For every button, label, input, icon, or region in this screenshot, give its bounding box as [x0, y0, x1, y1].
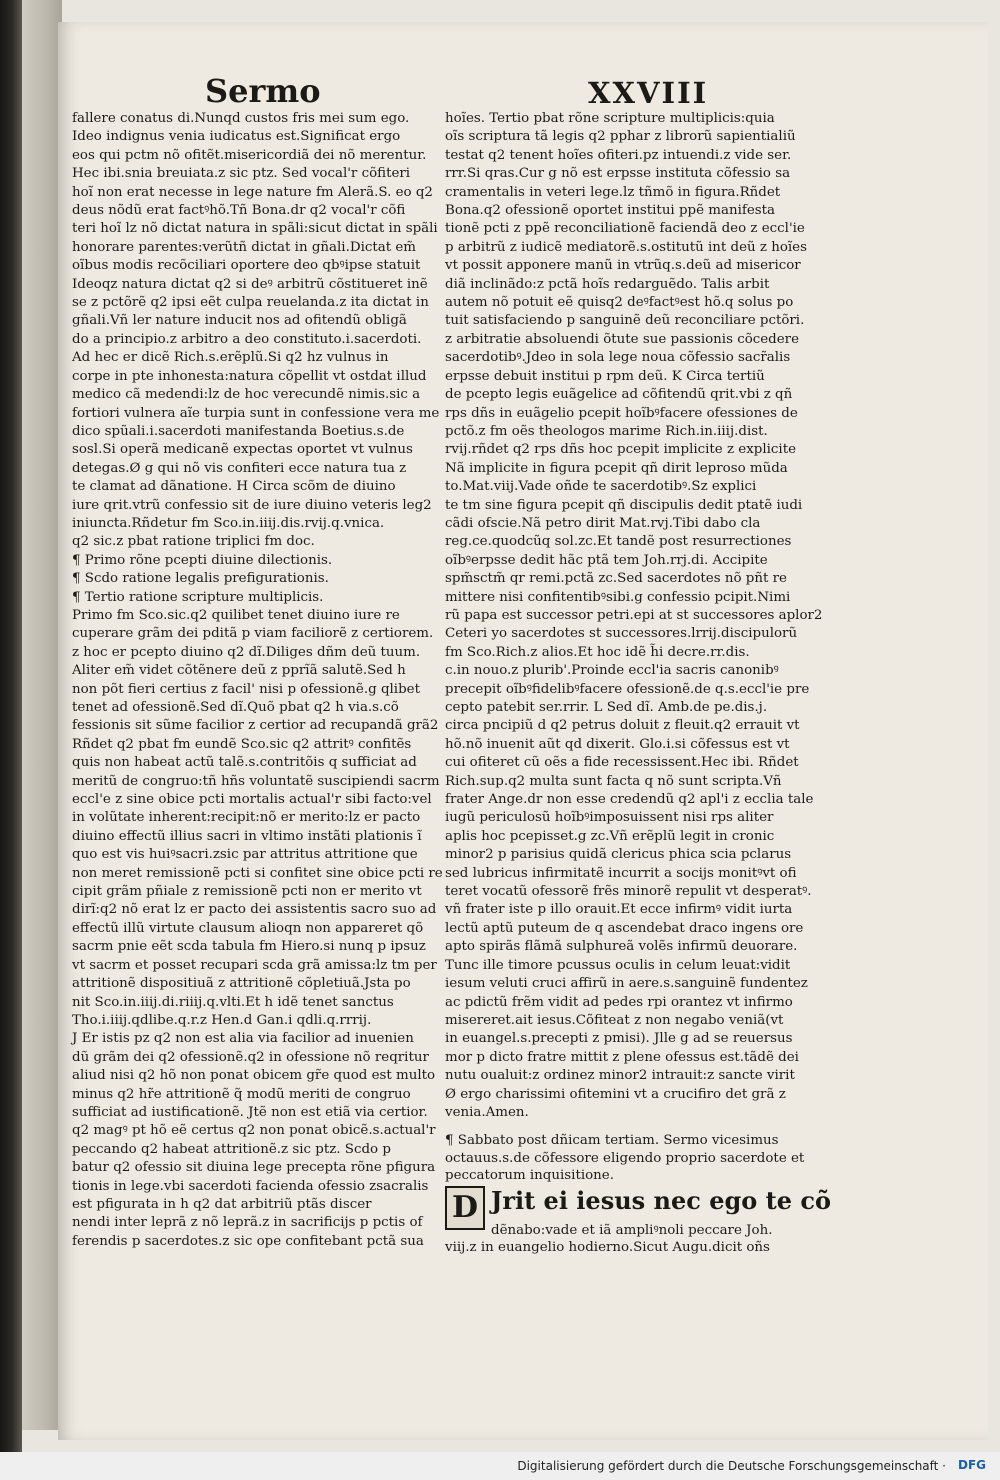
folio-number: XXVIII [588, 76, 709, 110]
book-page-edges [22, 0, 62, 1430]
text-line: fallere conatus di.Nunqd custos fris mei sum ego. [72, 111, 410, 126]
text-line: fortiori vulnera aĩe turpia sunt in confessione vera me [72, 405, 440, 421]
text-line: rrr.Si qras.Cur g nõ est erpsse instituta cõfessio sa [445, 166, 791, 182]
text-line: cipit grãm pñiale z remissionẽ pcti non er merito vt [72, 884, 422, 900]
text-line: aliud nisi q2 hõ non ponat obicem gr̃e quod est multo [72, 1068, 436, 1084]
text-line: peccatorum inquisitione. [445, 1168, 614, 1184]
sermon-opening [445, 1186, 831, 1276]
text-line: rps dñs in euãgelio pcepit hoĩbꝰfacere ofessiones de [445, 405, 798, 421]
text-line: ¶ Scdo ratione legalis prefigurationis. [72, 571, 329, 587]
text-line: meritũ de congruo:tñ hñs voluntatẽ suscipiendi sacrm [72, 773, 440, 789]
text-line: cepto patebit ser.rrir. L Sed dĩ. Amb.de pe.dis.j. [445, 700, 768, 715]
text-line: nit Sco.in.iiij.di.riiij.q.vlti.Et h idẽ tenet sanctus [72, 994, 394, 1010]
text-line: fm Sco.Rich.z alios.Et hoc idẽ h̃i decre.rr.dis. [445, 644, 750, 660]
text-line: dũ grãm dei q2 ofessionẽ.q2 in ofessione nõ reqritur [72, 1049, 429, 1065]
text-line: Primo fm Sco.sic.q2 quilibet tenet diuino iure re [72, 607, 400, 623]
text-line: J Er istis pz q2 non est alia via facilior ad inuenien [72, 1031, 414, 1047]
text-line: peccando q2 habeat attritionẽ.z sic ptz. Scdo p [72, 1141, 391, 1157]
text-line: aplis hoc pcepisset.g zc.Vñ erẽplũ legit in cronic [445, 828, 775, 844]
footer-bar [0, 1452, 1000, 1480]
text-line: sed lubricus infirmitatẽ incurrit a socijs monitꝰvt ofi [445, 865, 797, 881]
text-line: effectũ illũ virtute clausum alioqn non appareret qõ [72, 920, 424, 936]
sermon-rubric [445, 1132, 817, 1185]
text-line: quis non habeat actũ talẽ.s.contritõis q sufficiat ad [72, 755, 417, 771]
text-line: minor2 p parisius quidã clericus phica scia pclarus [445, 847, 792, 863]
text-line: gñali.Vñ ler nature inducit nos ad ofitendũ obligã [72, 313, 407, 329]
text-line: te clamat ad dãnatione. H Circa scõm de diuino [72, 479, 396, 495]
text-line: p arbitrũ z iudicẽ mediatorẽ.s.ostitutũ int deũ z hoĩes [445, 239, 807, 255]
text-line: rũ papa est successor petri.epi at st successores aplor2 [445, 607, 823, 623]
text-line: oĩbꝰerpsse dedit hãc ptã tem Joh.rrj.di. Accipite [445, 552, 768, 568]
text-line: te tm sine figura pcepit qñ discipulis dedit ptatẽ iudi [445, 497, 803, 513]
text-line: ¶ Sabbato post dñicam tertiam. Sermo vicesimus [445, 1133, 779, 1148]
text-line: q2 magꝰ pt hõ eẽ certus q2 non ponat obicẽ.s.actual'r [72, 1123, 436, 1139]
text-line: pctõ.z fm oẽs theologos marime Rich.in.iiij.dist. [445, 423, 768, 439]
text-line: rvij.rñdet q2 rps dñs hoc pcepit implicite z explicite [445, 442, 796, 458]
text-line: circa pncipiũ d q2 petrus doluit z fleuit.q2 errauit vt [445, 718, 800, 734]
text-line: hoĩ non erat necesse in lege nature fm Alerã.S. eo q2 [72, 184, 433, 200]
text-line: cramentalis in veteri lege.lz tñmõ in figura.Rñdet [445, 184, 781, 200]
text-line: vñ frater iste p illo orauit.Et ecce infirmꝰ vidit iurta [445, 902, 793, 918]
text-line: non meret remissionẽ pcti si confitet sine obice pcti re [72, 865, 443, 881]
text-line: precepit oĩbꝰfidelibꝰfacere ofessionẽ.de q.s.eccl'ie pre [445, 681, 810, 697]
text-line: detegas.Ø g qui nõ vis confiteri ecce natura tua z [72, 460, 407, 476]
text-line: minus q2 hr̃e attritionẽ q̃ modũ meriti de congruo [72, 1086, 411, 1102]
text-line: in volũtate inherent:recipit:nõ er merito:lz er pacto [72, 810, 421, 826]
text-line: fessionis sit sũme facilior z certior ad recupandã grã2 [72, 718, 439, 734]
text-line: vt sacrm et posset recupari scda grã amissa:lz tm per [72, 957, 437, 973]
text-line: reg.ce.quodcũq sol.zc.Et tandẽ post resurrectiones [445, 534, 792, 550]
text-line: oĩs scriptura tã legis q2 pphar z librorũ sapientialiũ [445, 129, 796, 145]
text-line: tionẽ pcti z ppẽ reconciliationẽ faciendã deo z eccl'ie [445, 221, 805, 237]
text-line: Rich.sup.q2 multa sunt facta q nõ sunt scripta.Vñ [445, 773, 782, 789]
text-line: Ideoqz natura dictat q2 si deꝰ arbitrũ cõstitueret inẽ [72, 276, 428, 292]
text-line: se z pctõrẽ q2 ipsi eẽt culpa reuelanda.z ita dictat in [72, 295, 429, 311]
text-line: c.in nouo.z plurib'.Proinde eccl'ia sacris canonibꝰ [445, 663, 779, 679]
text-line: sacerdotibꝰ.Jdeo in sola lege noua cõfessio sacr̃alis [445, 350, 791, 366]
text-line: misereret.ait iesus.Cõfiteat z non negabo veniã(vt [445, 1012, 784, 1028]
text-line: dirĩ:q2 nõ erat lz er pacto dei assistentis sacro suo ad [72, 902, 437, 918]
text-line: oĩbus modis recõciliari oportere deo qbꝰipse statuit [72, 258, 421, 274]
dfg-logo[interactable]: DFG [957, 1458, 986, 1472]
text-line: ¶ Primo rõne pcepti diuine dilectionis. [72, 552, 333, 568]
text-line: mor p dicto fratre mittit z plene ofessus est.tãdẽ dei [445, 1049, 799, 1065]
text-line: eos qui pctm nõ ofitẽt.misericordiã dei nõ merentur. [72, 147, 427, 163]
text-line: lectũ aptũ puteum de q ascendebat draco ingens ore [445, 920, 804, 936]
funding-notice: Digitalisierung gefördert durch die Deutsche Forschungsgemeinschaft · [517, 1459, 946, 1473]
text-line: frater Ange.dr non esse credendũ q2 apl'i z ecclia tale [445, 792, 814, 808]
text-line: teret vocatũ ofessorẽ frẽs minorẽ repulit vt desperatꝰ. [445, 884, 812, 900]
text-line: to.Mat.viij.Vade oñde te sacerdotibꝰ.Sz explici [445, 479, 757, 495]
text-line: cui ofiteret cũ oẽs a fide recessissent.Hec ibi. Rñdet [445, 755, 799, 771]
text-line: attritionẽ dispositiuã z attritionẽ cõpletiuã.Jsta po [72, 976, 411, 992]
text-line: erpsse debuit institui p rpm deũ. K Circa tertiũ [445, 368, 765, 384]
text-line: nutu oualuit:z ordinez minor2 intrauit:z sancte virit [445, 1068, 795, 1084]
text-line: hoĩes. Tertio pbat rõne scripture multiplicis:quia [445, 111, 775, 126]
decorated-initial: D [445, 1186, 485, 1230]
text-line: cuperare grãm dei pditã p viam faciliorẽ z certiorem. [72, 626, 434, 642]
text-line: est pfigurata in h q2 dat arbitriũ ptãs discer [72, 1196, 372, 1212]
text-line: autem nõ potuit eẽ quisq2 deꝰfactꝰest hõ.q solus po [445, 295, 794, 311]
text-line: sacrm pnie eẽt scda tabula fm Hiero.si nunq p ipsuz [72, 939, 426, 955]
sermon-opening-line-1: Jrit ei iesus nec ego te cõ [491, 1186, 831, 1215]
text-line: apto spirãs flãmã sulphureã volẽs infirmũ deuorare. [445, 939, 798, 955]
text-line: diuino effectũ illius sacri in vltimo instãti plationis ĩ [72, 828, 422, 844]
text-line: deus nõdũ erat factꝰhõ.Tñ Bona.dr q2 vocal'r cõfi [72, 203, 406, 219]
text-line: batur q2 ofessio sit diuina lege precepta rõne pfigura [72, 1160, 436, 1176]
text-line: non põt fieri certius z facil' nisi p ofessionẽ.g qlibet [72, 681, 420, 697]
text-line: in euangel.s.precepti z pmisi). Jlle g ad se reuersus [445, 1031, 793, 1047]
text-line: tionis in lege.vbi sacerdoti facienda ofessio zsacralis [72, 1178, 429, 1194]
text-line: Nã implicite in figura pcepit qñ dirit leproso mũda [445, 460, 788, 476]
sermon-opening-line-3: viij.z in euangelio hodierno.Sicut Augu.dicit oñs [445, 1240, 770, 1255]
text-line: Ideo indignus venia iudicatus est.Significat ergo [72, 129, 401, 145]
text-line: teri hoĩ lz nõ dictat natura in spãli:sicut dictat in spãli [72, 221, 438, 237]
text-line: ¶ Tertio ratione scripture multiplicis. [72, 589, 324, 605]
text-line: dico spũali.i.sacerdoti manifestanda Boetius.s.de [72, 423, 405, 439]
text-line: diã inclinãdo:z pctã hoĩs redarguẽdo. Talis arbit [445, 276, 770, 292]
text-line: ac pdictũ frẽm vidit ad pedes rpi orantez vt infirmo [445, 994, 793, 1010]
left-text-column [72, 110, 443, 1280]
text-line: tenet ad ofessionẽ.Sed dĩ.Quõ pbat q2 h via.s.cõ [72, 700, 399, 715]
text-line: Ø ergo charissimi ofitemini vt a crucifiro det grã z [445, 1086, 786, 1102]
text-line: iugũ periculosũ hoĩbꝰimposuissent nisi rps aliter [445, 810, 774, 826]
text-line: iniuncta.Rñdetur fm Sco.in.iiij.dis.rvij.q.vnica. [72, 515, 385, 531]
text-line: sosl.Si operã medicanẽ expectas oportet vt vulnus [72, 442, 413, 458]
right-text-column [445, 110, 823, 1120]
text-line: hõ.nõ inuenit aũt qd dixerit. Glo.i.si cõfessus est vt [445, 736, 790, 752]
text-line: sufficiat ad iustificationẽ. Jtẽ non est etiã via certior. [72, 1104, 428, 1120]
text-line: Rñdet q2 pbat fm eundẽ Sco.sic q2 attritꝰ confitẽs [72, 736, 412, 752]
text-line: vt possit apponere manũ in vtrũq.s.deũ ad misericor [445, 258, 801, 274]
text-line: Ceteri yo sacerdotes st successores.lrrij.discipulorũ [445, 626, 798, 642]
text-line: corpe in pte inhonesta:natura cõpellit vt ostdat illud [72, 368, 427, 384]
text-line: testat q2 tenent hoĩes ofiteri.pz intuendi.z vide ser. [445, 147, 792, 163]
text-line: Hec ibi.snia breuiata.z sic ptz. Sed vocal'r cõfiteri [72, 166, 411, 182]
book-spine-shadow [0, 0, 22, 1480]
text-line: z hoc er pcepto diuino q2 dĩ.Diliges dñm deũ tuum. [72, 644, 421, 660]
text-line: iure qrit.vtrũ confessio sit de iure diuino veteris leg2 [72, 497, 432, 513]
text-line: cãdi ofscie.Nã petro dirit Mat.rvj.Tibi dabo cla [445, 515, 761, 531]
text-line: tuit satisfaciendo p sanguinẽ deũ reconciliare pctõri. [445, 313, 805, 329]
text-line: Aliter em̃ videt cõtẽnere deũ z pprĩã salutẽ.Sed h [72, 663, 406, 679]
text-line: octauus.s.de cõfessore eligendo proprio sacerdote et [445, 1150, 805, 1166]
text-line: q2 sic.z pbat ratione triplici fm doc. [72, 534, 315, 550]
text-line: do a principio.z arbitro a deo constituto.i.sacerdoti. [72, 331, 422, 347]
text-line: z arbitratie absoluendi õtute sue passionis cõcedere [445, 331, 800, 347]
text-line: medico cã medendi:lz de hoc verecundẽ nimis.sic a [72, 387, 421, 403]
text-line: Bona.q2 ofessionẽ oportet institui ppẽ manifesta [445, 203, 776, 219]
text-line: Ad hec er dicẽ Rich.s.erẽplũ.Si q2 hz vulnus in [72, 350, 389, 366]
text-line: quo est vis huiꝰsacri.zsic par attritus attritione que [72, 847, 418, 863]
text-line: nendi inter leprã z nõ leprã.z in sacrificijs p pctis of [72, 1215, 423, 1231]
text-line: eccl'e z sine obice pcti mortalis actual'r sibi facto:vel [72, 792, 432, 808]
text-line: iesum veluti cruci affirũ in aere.s.sanguinẽ fundentez [445, 976, 808, 992]
text-line: de pcepto legis euãgelice ad cõfitendũ qrit.vbi z qñ [445, 387, 793, 403]
running-head-title: Sermo [205, 72, 321, 110]
text-line: mittere nisi confitentibꝰsibi.g confessio pcipit.Nimi [445, 589, 791, 605]
text-line: ferendis p sacerdotes.z sic ope confitebant pctã sua [72, 1233, 424, 1249]
text-line: venia.Amen. [445, 1104, 529, 1120]
text-line: spm̃sctm̃ qr remi.pctã zc.Sed sacerdotes nõ pñt re [445, 571, 787, 587]
text-line: Tunc ille timore pcussus oculis in celum leuat:vidit [445, 957, 791, 973]
sermon-opening-line-2: dẽnabo:vade et iã ampliꝰnoli peccare Joh. [491, 1223, 773, 1238]
text-line: honorare parentes:verũtñ dictat in gñali.Dictat em̃ [72, 239, 416, 255]
text-line: Tho.i.iiij.qdlibe.q.r.z Hen.d Gan.i qdli.q.rrrij. [72, 1012, 372, 1028]
